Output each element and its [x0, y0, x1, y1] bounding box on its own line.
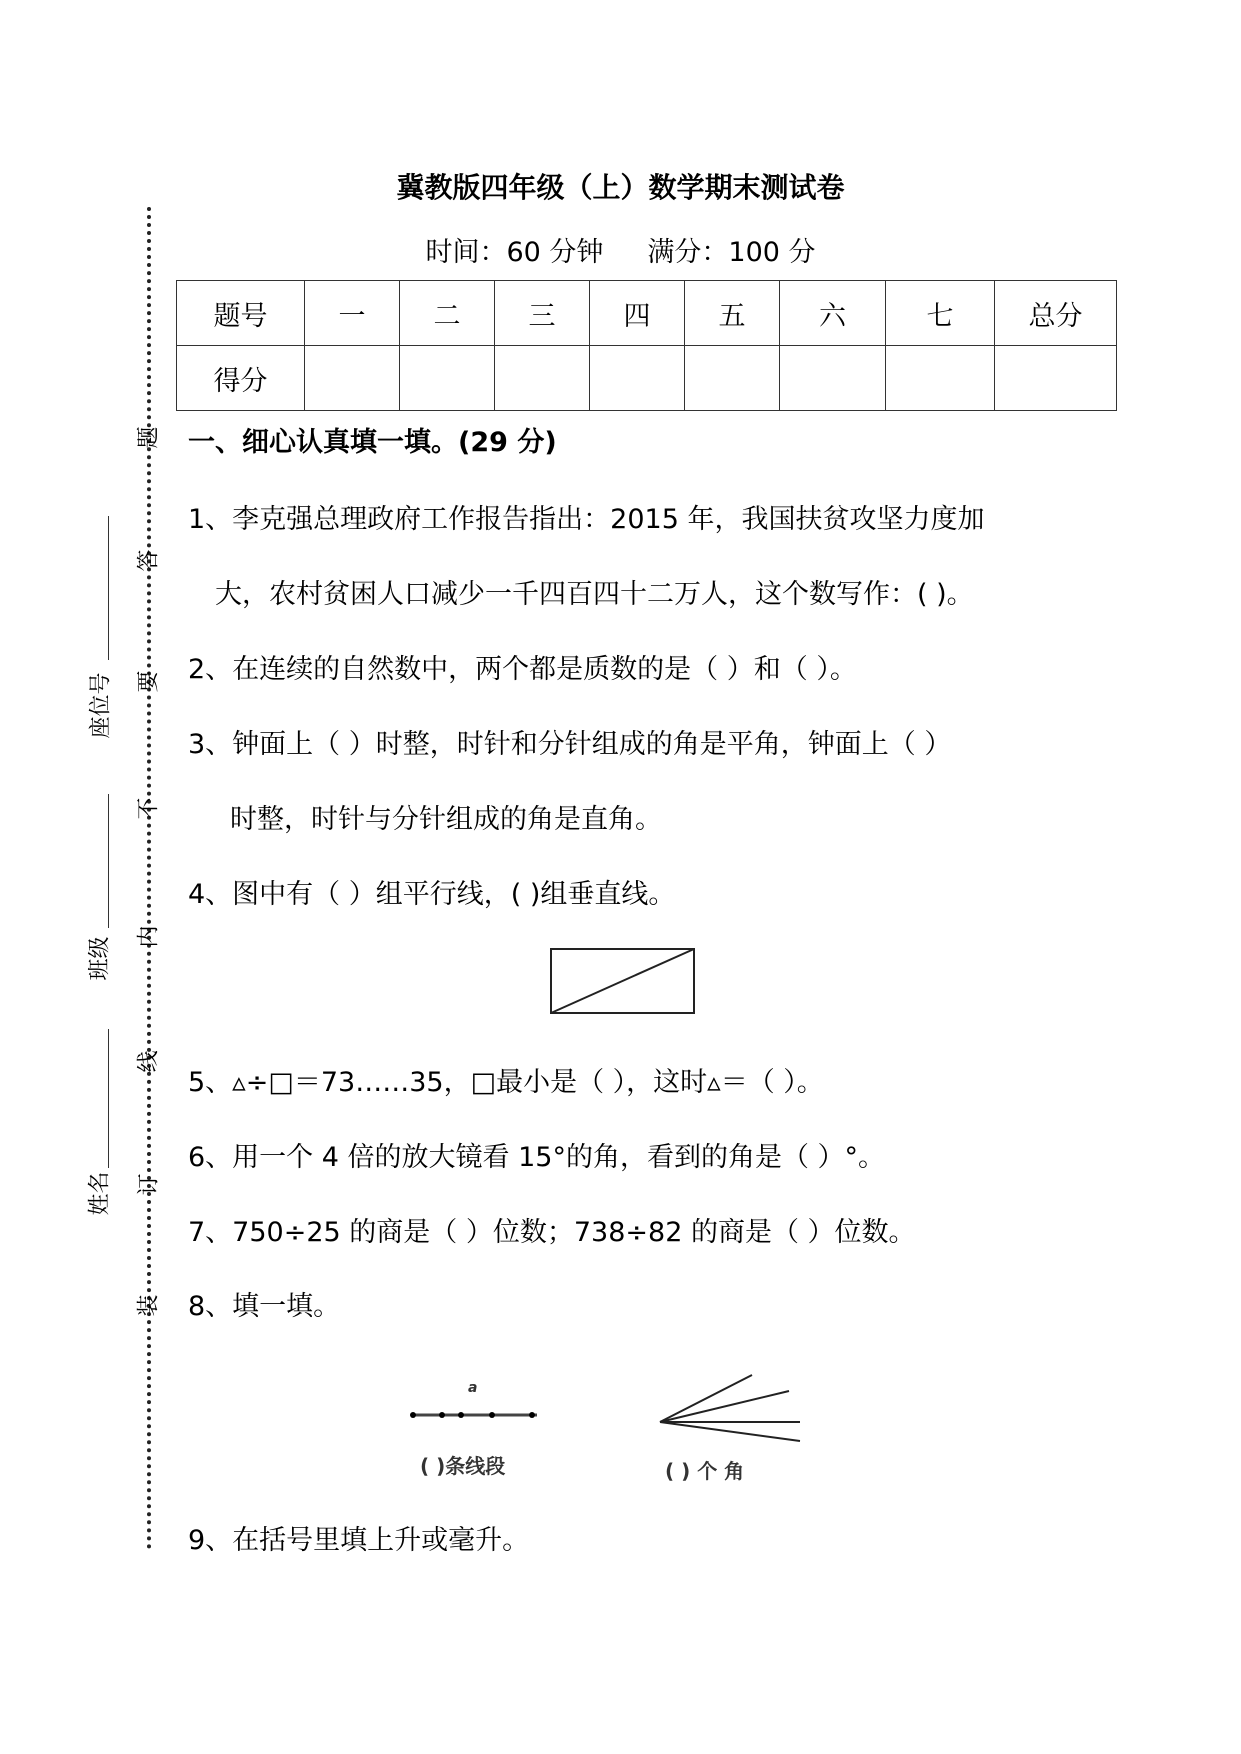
header-cell: 二 — [400, 281, 495, 346]
margin-char: 不 — [136, 797, 162, 820]
score-cell[interactable] — [590, 346, 685, 411]
section-heading: 一、细心认真填一填。(29 分) — [188, 427, 557, 458]
full-score: 满分：100 分 — [647, 237, 816, 268]
point-label: a — [468, 1380, 478, 1396]
score-cell[interactable] — [685, 346, 780, 411]
table-row — [177, 346, 1117, 411]
exam-title: 冀教版四年级（上）数学期末测试卷 — [396, 171, 845, 204]
score-cell[interactable] — [780, 346, 886, 411]
header-cell: 题号 — [177, 281, 305, 346]
margin-char: 订 — [136, 1173, 162, 1196]
header-cell: 五 — [685, 281, 780, 346]
score-table — [176, 280, 1117, 411]
question-3-cont: 时整，时针与分针组成的角是直角。 — [230, 804, 662, 835]
class-underline — [108, 794, 109, 928]
margin-char: 要 — [136, 670, 162, 693]
header-cell: 四 — [590, 281, 685, 346]
margin-char: 内 — [136, 925, 162, 948]
margin-char: 线 — [136, 1050, 162, 1073]
question-2: 2、在连续的自然数中，两个都是质数的是（ ）和（ ）。 — [188, 654, 857, 685]
margin-char: 答 — [136, 549, 162, 572]
score-cell[interactable] — [995, 346, 1117, 411]
seat-label: 座位号 — [88, 672, 114, 739]
header-cell: 一 — [305, 281, 400, 346]
name-label: 姓名 — [87, 1171, 113, 1216]
segments-figure — [405, 1405, 545, 1425]
time-limit: 时间：60 分钟 — [425, 237, 604, 268]
seat-underline — [108, 516, 109, 660]
question-6: 6、用一个 4 倍的放大镜看 15°的角，看到的角是（ ）°。 — [188, 1142, 886, 1173]
binding-dotted-line — [147, 207, 151, 1550]
header-cell: 三 — [495, 281, 590, 346]
name-underline — [108, 1029, 109, 1168]
header-cell: 七 — [886, 281, 995, 346]
angles-figure — [655, 1370, 805, 1450]
question-3: 3、钟面上（ ）时整，时针和分针组成的角是平角，钟面上（ ） — [188, 729, 952, 760]
score-cell[interactable] — [305, 346, 400, 411]
class-label: 班级 — [87, 936, 113, 981]
score-cell[interactable] — [886, 346, 995, 411]
row-label: 得分 — [177, 346, 305, 411]
exam-info — [0, 230, 1241, 269]
question-8: 8、填一填。 — [188, 1291, 341, 1322]
header-cell: 总分 — [995, 281, 1117, 346]
question-1: 1、李克强总理政府工作报告指出：2015 年，我国扶贫攻坚力度加 — [188, 504, 985, 535]
rectangle-figure — [549, 947, 699, 1017]
angles-label: ( ) 个 角 — [665, 1459, 745, 1483]
question-9: 9、在括号里填上升或毫升。 — [188, 1525, 530, 1556]
table-row — [177, 281, 1117, 346]
margin-char: 题 — [136, 426, 162, 449]
question-4: 4、图中有（ ）组平行线，( )组垂直线。 — [188, 879, 676, 910]
score-cell[interactable] — [495, 346, 590, 411]
header-cell: 六 — [780, 281, 886, 346]
question-7: 7、750÷25 的商是（ ）位数；738÷82 的商是（ ）位数。 — [188, 1217, 916, 1248]
score-cell[interactable] — [400, 346, 495, 411]
question-1-cont: 大，农村贫困人口减少一千四百四十二万人，这个数写作：( )。 — [215, 579, 974, 610]
margin-char: 装 — [136, 1294, 162, 1317]
segments-label: ( )条线段 — [420, 1454, 506, 1478]
question-5: 5、▵÷□＝73……35，□最小是（ ），这时▵＝（ ）。 — [188, 1067, 824, 1098]
